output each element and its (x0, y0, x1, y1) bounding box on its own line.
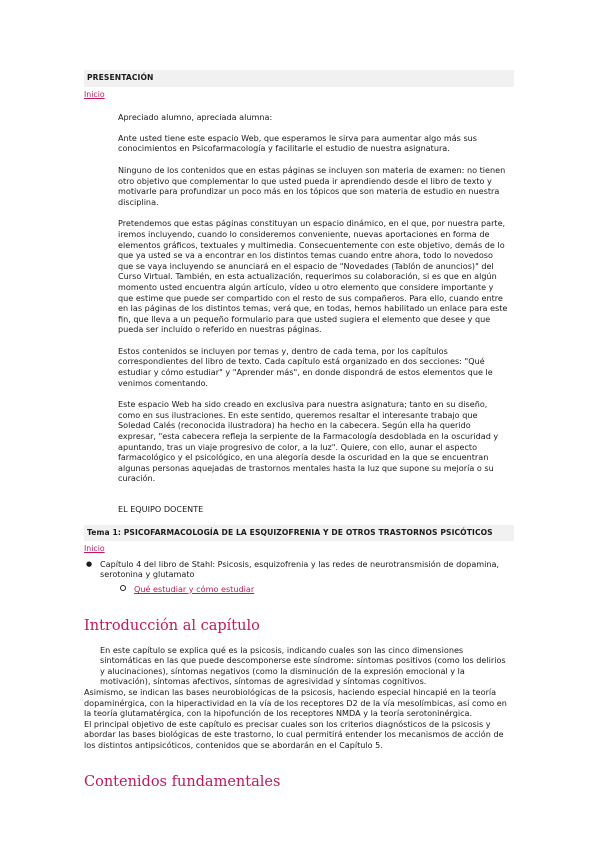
sub-list (100, 584, 514, 595)
signature: EL EQUIPO DOCENTE (118, 504, 204, 514)
contenidos-heading: Contenidos fundamentales (84, 773, 281, 790)
circle-bullet-icon (120, 585, 126, 591)
paragraph: Ninguno de los contenidos que en estas páginas se incluyen son materia de examen: no tienen otro objetivo que complementar lo que usted pueda ir aprendiendo desde el libro de texto y motivarle para profundizar un poco más en los tópicos que son materia de estudio en nuestra disciplina. (118, 164, 506, 207)
chapter-list (84, 559, 514, 595)
chapter-text: Capítulo 4 del libro de Stahl: Psicosis, esquizofrenia y las redes de neurotransmisión de dopamina, serotonina y glutamato (100, 558, 500, 580)
presentation-body (84, 112, 514, 514)
presentation-title: PRESENTACIÓN (84, 70, 514, 87)
sub-list-item (118, 584, 514, 595)
bullet-icon: ● (86, 559, 93, 568)
intro-paragraph: El principal objetivo de este capítulo es precisar cuales son los criterios diagnósticos de la psicosis y abordar las bases biológicas de este trastorno, lo cual permitirá entender los mecanismos de acción de los distintos antipsicóticos, contenidos que se abordarán en el Capítulo 5. (84, 718, 504, 750)
paragraph: Estos contenidos se incluyen por temas y, dentro de cada tema, por los capítulos correspondientes del libro de texto. Cada capítulo está organizado en dos secciones: "Qué estudiar y cómo estudiar" y "Aprender más", en donde dispondrá de estos elementos que le venimos comentando. (118, 345, 493, 388)
greeting: Apreciado alumno, apreciada alumna: (118, 112, 273, 123)
tema-home-link[interactable]: Inicio (84, 544, 105, 554)
intro-heading: Introducción al capítulo (84, 617, 260, 634)
intro-paragraph: Asimismo, se indican las bases neurobiológicas de la psicosis, haciendo especial hincapié en la teoría dopaminérgica, con la hiperactividad en la vía de los receptores D2 de la vía mesolímbicas, así como en la teoría glutamatérgica, con la hipofunción de los receptores NMDA y la teoría serotoninérgica. (84, 686, 507, 719)
page-content (84, 70, 514, 801)
intro-paragraph: En este capítulo se explica qué es la psicosis, indicando cuales son las cinco dimensiones sintomáticas en las que puede descomponerse este síndrome: síntomas positivos (como los delirios y alucinaciones), síntomas negativos (como la disminución de la expresión emocional y la motivación), síntomas afectivos, síntomas de agresividad y síntomas cognitivos. (100, 644, 506, 687)
paragraph: Ante usted tiene este espacio Web, que esperamos le sirva para aumentar algo más sus conocimientos en Psicofarmacología y facilitarle el estudio de nuestra asignatura. (118, 132, 478, 154)
home-link[interactable]: Inicio (84, 89, 105, 99)
paragraph: Pretendemos que estas páginas constituyan un espacio dinámico, en el que, por nuestra parte, iremos incluyendo, cuando lo consideremos conveniente, nuevas aportaciones en forma de elementos gráficos, textuales y multimedia. Consecuentemente con este objetivo, demás de lo que ya usted se va a encontrar en los distintos temas cuando entre ahora, todo lo novedoso que se vaya incluyendo se anunciará en el espacio de "Novedades (Tablón de anuncios)" del Curso Virtual. También, en esta actualización, requerimos su colaboración, si es que en algún momento usted encuentra algún artículo, vídeo u otro elemento que considere importante y que estime que puede ser compartido con el resto de sus compañeros. Para ello, cuando entre en las páginas de los distintos temas, verá que, en todas, hemos habilitado un enlace para este fin, que lleva a un pequeño formulario para que usted sugiera el elemento que desee y que pueda ser incluido o referido en nuestras páginas. (118, 218, 508, 335)
tema-title: Tema 1: PSICOFARMACOLOGÍA DE LA ESQUIZOFRENIA Y DE OTROS TRASTORNOS PSICÓTICOS (84, 525, 514, 542)
intro-body (84, 645, 514, 751)
que-estudiar-link[interactable]: Qué estudiar y cómo estudiar (134, 583, 255, 594)
paragraph: Este espacio Web ha sido creado en exclusiva para nuestra asignatura; tanto en su diseño, como en sus ilustraciones. En este sentido, queremos resaltar el interesante trabajo que Soledad Calés (reconocida ilustradora) ha hecho en la cabecera. Según ella ha querido expresar, "esta cabecera refleja la serpiente de la Farmacología desdoblada en la oscuridad y apuntando, tras un viaje progresivo de color, a la luz". Quiere, con ello, aunar el aspecto farmacológico y el psicológico, en una alegoría desde la oscuridad en la que se encuentran algunas personas aquejadas de trastornos mentales hasta la luz que supone su mejoría o su curación. (118, 399, 499, 484)
list-item (84, 559, 514, 595)
